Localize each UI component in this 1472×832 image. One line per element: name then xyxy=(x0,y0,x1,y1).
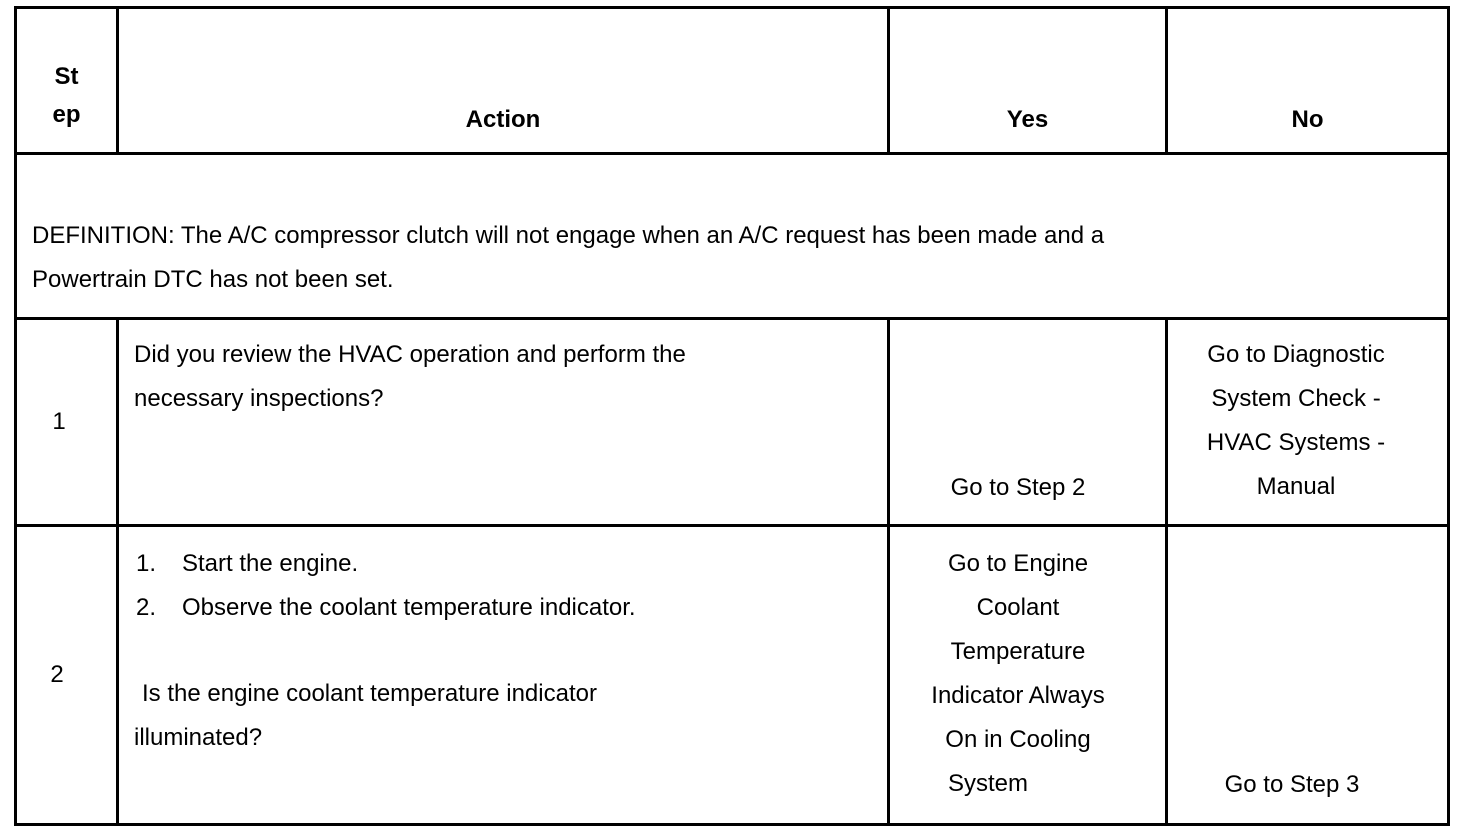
row2-yes-line4: Indicator Always xyxy=(931,682,1105,709)
list-item-text: Start the engine. xyxy=(182,550,359,577)
row1-step: 1 xyxy=(52,408,66,435)
row2-yes xyxy=(890,542,1146,806)
row1-separator xyxy=(14,524,1450,527)
row2-yes-line6: System xyxy=(947,770,1028,797)
row2-step: 2 xyxy=(50,661,64,688)
list-number: 1. xyxy=(136,550,157,577)
header-step-line1: St xyxy=(54,63,79,90)
table-border-bottom xyxy=(14,823,1450,826)
row2-action-list-item-1 xyxy=(136,542,636,586)
definition-text xyxy=(32,214,1104,302)
row1-action-line1: Did you review the HVAC operation and perform the xyxy=(134,341,686,368)
row1-action xyxy=(134,333,686,421)
header-step xyxy=(17,58,116,134)
row1-action-line2: necessary inspections? xyxy=(134,385,384,412)
row2-question xyxy=(134,672,597,760)
list-number: 2. xyxy=(136,594,157,621)
row2-action xyxy=(136,542,636,630)
row2-yes-line1: Go to Engine xyxy=(947,550,1089,577)
row1-no-line4: Manual xyxy=(1256,473,1336,500)
row1-no-line2: System Check - xyxy=(1211,385,1381,412)
table-border-right xyxy=(1447,6,1450,826)
row2-yes-line2: Coolant xyxy=(976,594,1060,621)
row1-yes: Go to Step 2 xyxy=(950,474,1086,501)
definition-separator xyxy=(14,317,1450,320)
row1-no xyxy=(1168,333,1424,509)
row1-no-line1: Go to Diagnostic xyxy=(1207,341,1385,368)
row2-question-line2: illuminated? xyxy=(134,724,263,751)
header-separator xyxy=(14,152,1450,155)
row2-action-list-item-2 xyxy=(136,586,636,630)
col-separator-step-body xyxy=(116,317,119,826)
row2-yes-line5: On in Cooling xyxy=(945,726,1091,753)
header-yes: Yes xyxy=(1006,106,1049,133)
row2-question-line1: Is the engine coolant temperature indicator xyxy=(142,680,597,707)
row2-yes-line3: Temperature xyxy=(950,638,1086,665)
definition-line1: DEFINITION: The A/C compressor clutch will not engage when an A/C request has been made and a xyxy=(32,222,1105,249)
definition-line2: Powertrain DTC has not been set. xyxy=(32,266,394,293)
table-border-top xyxy=(14,6,1450,9)
diagnostic-table xyxy=(14,6,1450,826)
row1-no-line3: HVAC Systems - xyxy=(1206,429,1386,456)
list-item-text: Observe the coolant temperature indicator. xyxy=(182,594,636,621)
header-step-line2: ep xyxy=(52,101,81,128)
header-no: No xyxy=(1291,106,1324,133)
header-action: Action xyxy=(465,106,541,133)
row2-no: Go to Step 3 xyxy=(1224,771,1360,798)
